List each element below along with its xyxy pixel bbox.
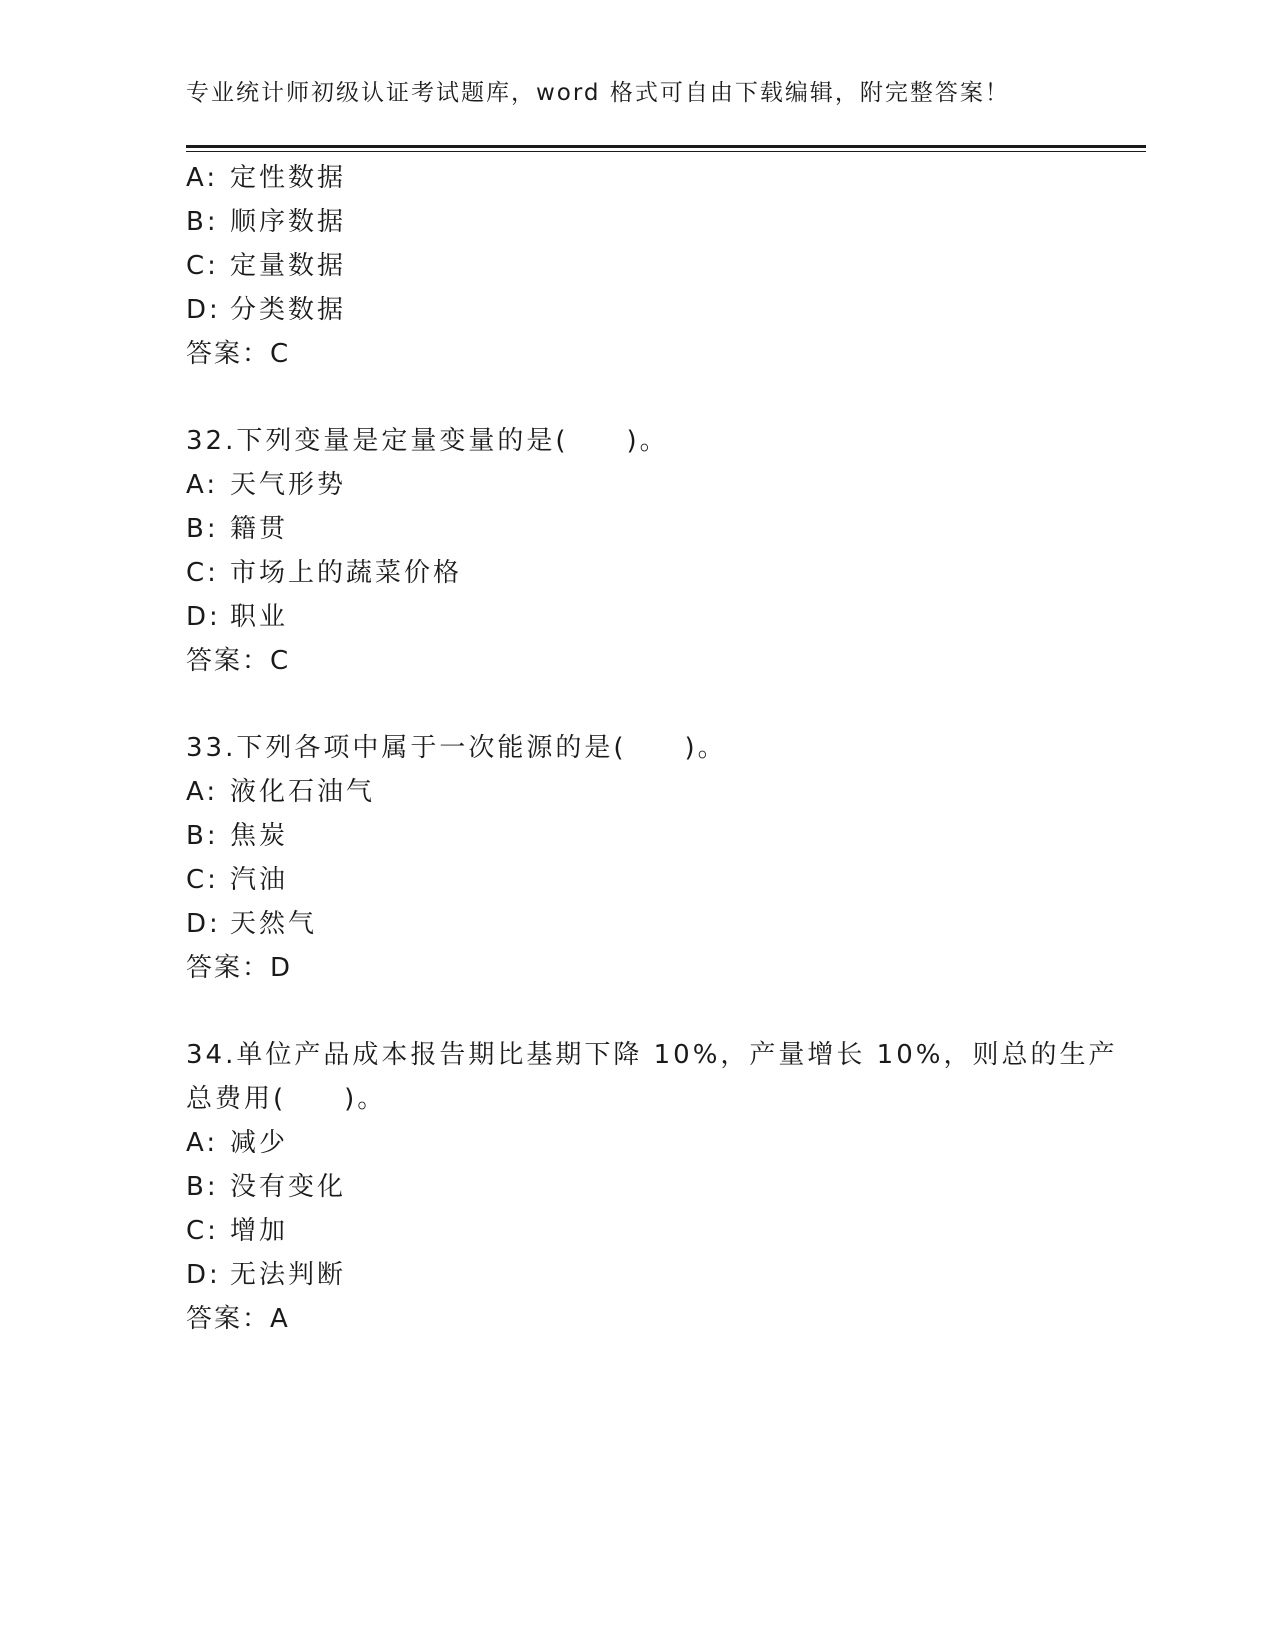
option-key: D: <box>186 295 221 325</box>
option-key: A: <box>186 777 219 807</box>
option-text: 汽油 <box>230 865 289 895</box>
answer-value: D <box>270 953 291 983</box>
option-key: D: <box>186 1260 221 1290</box>
option-key: D: <box>186 909 221 939</box>
option-text: 无法判断 <box>230 1260 347 1290</box>
q31-option-a <box>186 162 346 194</box>
answer-value: C <box>270 646 289 676</box>
q33-answer <box>186 952 290 984</box>
q34-option-b <box>186 1171 346 1203</box>
option-text: 分类数据 <box>230 295 347 325</box>
q32-option-b <box>186 513 288 545</box>
q33-option-b <box>186 820 288 852</box>
option-key: A: <box>186 1128 219 1158</box>
option-key: A: <box>186 163 219 193</box>
q31-option-b <box>186 206 346 238</box>
q32-option-c <box>186 557 462 589</box>
option-text: 定性数据 <box>230 163 347 193</box>
option-key: B: <box>186 207 219 237</box>
header-rule-thick <box>186 145 1146 148</box>
q34-stem-line1: 34.单位产品成本报告期比基期下降 10%，产量增长 10%，则总的生产 <box>186 1040 1118 1070</box>
q32-answer <box>186 645 288 677</box>
q33-option-c <box>186 864 288 896</box>
option-text: 焦炭 <box>230 821 289 851</box>
q31-answer <box>186 338 288 370</box>
option-text: 天然气 <box>230 909 318 939</box>
option-text: 天气形势 <box>230 470 347 500</box>
option-text: 职业 <box>230 602 289 632</box>
answer-label: 答案： <box>186 646 271 676</box>
q34-option-c <box>186 1215 288 1247</box>
q31-option-c <box>186 250 346 282</box>
q33-stem: 33.下列各项中属于一次能源的是( )。 <box>186 733 727 763</box>
option-text: 市场上的蔬菜价格 <box>230 558 463 588</box>
option-key: C: <box>186 558 219 588</box>
q34-option-a <box>186 1127 288 1159</box>
option-key: B: <box>186 514 219 544</box>
option-text: 顺序数据 <box>230 207 347 237</box>
option-key: B: <box>186 821 219 851</box>
answer-label: 答案： <box>186 1304 271 1334</box>
q32-stem: 32.下列变量是定量变量的是( )。 <box>186 426 669 456</box>
q34-option-d <box>186 1259 346 1291</box>
option-text: 增加 <box>230 1216 289 1246</box>
option-key: D: <box>186 602 221 632</box>
q31-option-d <box>186 294 346 326</box>
answer-label: 答案： <box>186 953 271 983</box>
q32-option-d <box>186 601 288 633</box>
q34-stem-line2: 总费用( )。 <box>186 1084 387 1114</box>
q33-option-d <box>186 908 317 940</box>
option-text: 没有变化 <box>230 1172 347 1202</box>
q34-answer <box>186 1303 288 1335</box>
option-key: C: <box>186 1216 219 1246</box>
option-text: 籍贯 <box>230 514 289 544</box>
option-key: C: <box>186 865 219 895</box>
q32-option-a <box>186 469 346 501</box>
option-key: C: <box>186 251 219 281</box>
option-key: B: <box>186 1172 219 1202</box>
page-header: 专业统计师初级认证考试题库，word 格式可自由下载编辑，附完整答案！ <box>186 80 1010 106</box>
q33-option-a <box>186 776 375 808</box>
option-key: A: <box>186 470 219 500</box>
header-rule-thin <box>186 151 1146 152</box>
option-text: 减少 <box>230 1128 289 1158</box>
option-text: 液化石油气 <box>230 777 376 807</box>
answer-value: C <box>270 339 289 369</box>
answer-value: A <box>270 1304 288 1334</box>
answer-label: 答案： <box>186 339 271 369</box>
option-text: 定量数据 <box>230 251 347 281</box>
